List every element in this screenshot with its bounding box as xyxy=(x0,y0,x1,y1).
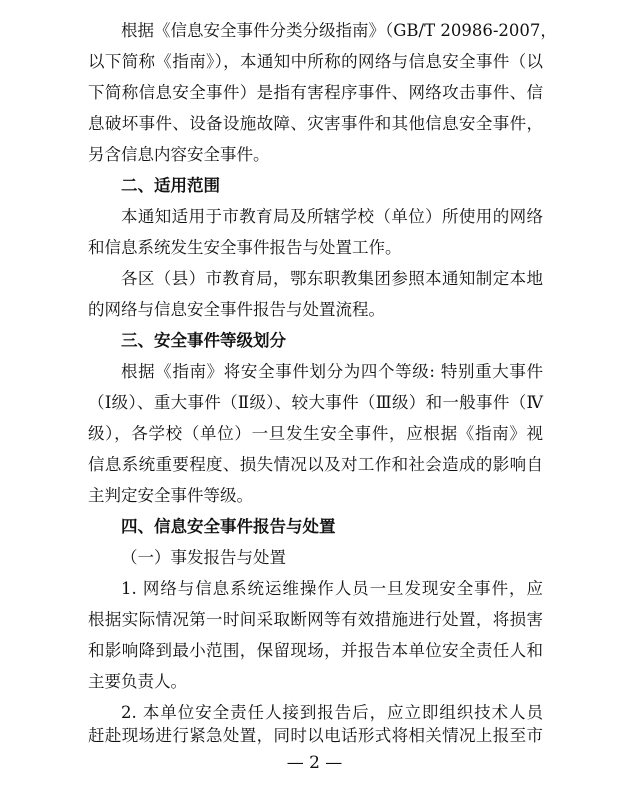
paragraph-line: 根据《指南》将安全事件划分为四个等级: 特别重大事件 xyxy=(121,362,543,381)
section-heading: 二、适用范围 xyxy=(121,176,220,195)
paragraph-line: 2. 本单位安全责任人接到报告后，应立即组织技术人员 xyxy=(121,703,543,722)
paragraph-line: 主判定安全事件等级。 xyxy=(88,486,253,505)
paragraph-line: 信息系统重要程度、损失情况以及对工作和社会造成的影响自 xyxy=(88,455,543,474)
paragraph-line: 息破坏事件、设备设施故障、灾害事件和其他信息安全事件， xyxy=(88,114,543,133)
paragraph-line: 赶赴现场进行紧急处置，同时以电话形式将相关情况上报至市 xyxy=(88,726,543,745)
paragraph-line: 根据《信息安全事件分类分级指南》（GB/T 20986-2007， xyxy=(121,21,557,40)
paragraph-line: 另含信息内容安全事件。 xyxy=(88,145,270,164)
paragraph-line: 各区（县）市教育局，鄂东职教集团参照本通知制定本地 xyxy=(121,269,543,288)
paragraph-line: 的网络与信息安全事件报告与处置流程。 xyxy=(88,300,385,319)
paragraph-line: （Ⅰ级）、重大事件（Ⅱ级）、较大事件（Ⅲ级）和一般事件（Ⅳ xyxy=(88,393,543,412)
paragraph-line: 根据实际情况第一时间采取断网等有效措施进行处置，将损害 xyxy=(88,610,543,629)
section-heading: 四、信息安全事件报告与处置 xyxy=(121,517,336,536)
paragraph-line: 级），各学校（单位）一旦发生安全事件，应根据《指南》视 xyxy=(88,424,543,443)
page-number: — 2 — xyxy=(286,753,343,773)
paragraph-line: 本通知适用于市教育局及所辖学校（单位）所使用的网络 xyxy=(121,207,543,226)
paragraph-line: 以下简称《指南》），本通知中所称的网络与信息安全事件（以 xyxy=(88,52,543,71)
section-heading: 三、安全事件等级划分 xyxy=(121,331,286,350)
paragraph-line: 下简称信息安全事件）是指有害程序事件、网络攻击事件、信 xyxy=(88,83,543,102)
paragraph-line: 主要负责人。 xyxy=(88,672,187,691)
paragraph-line: 和影响降到最小范围，保留现场，并报告本单位安全责任人和 xyxy=(88,641,543,660)
paragraph-line: 1. 网络与信息系统运维操作人员一旦发现安全事件，应 xyxy=(121,579,543,598)
paragraph-line: 和信息系统发生安全事件报告与处置工作。 xyxy=(88,238,402,257)
subsection-heading: （一）事发报告与处置 xyxy=(121,548,286,567)
